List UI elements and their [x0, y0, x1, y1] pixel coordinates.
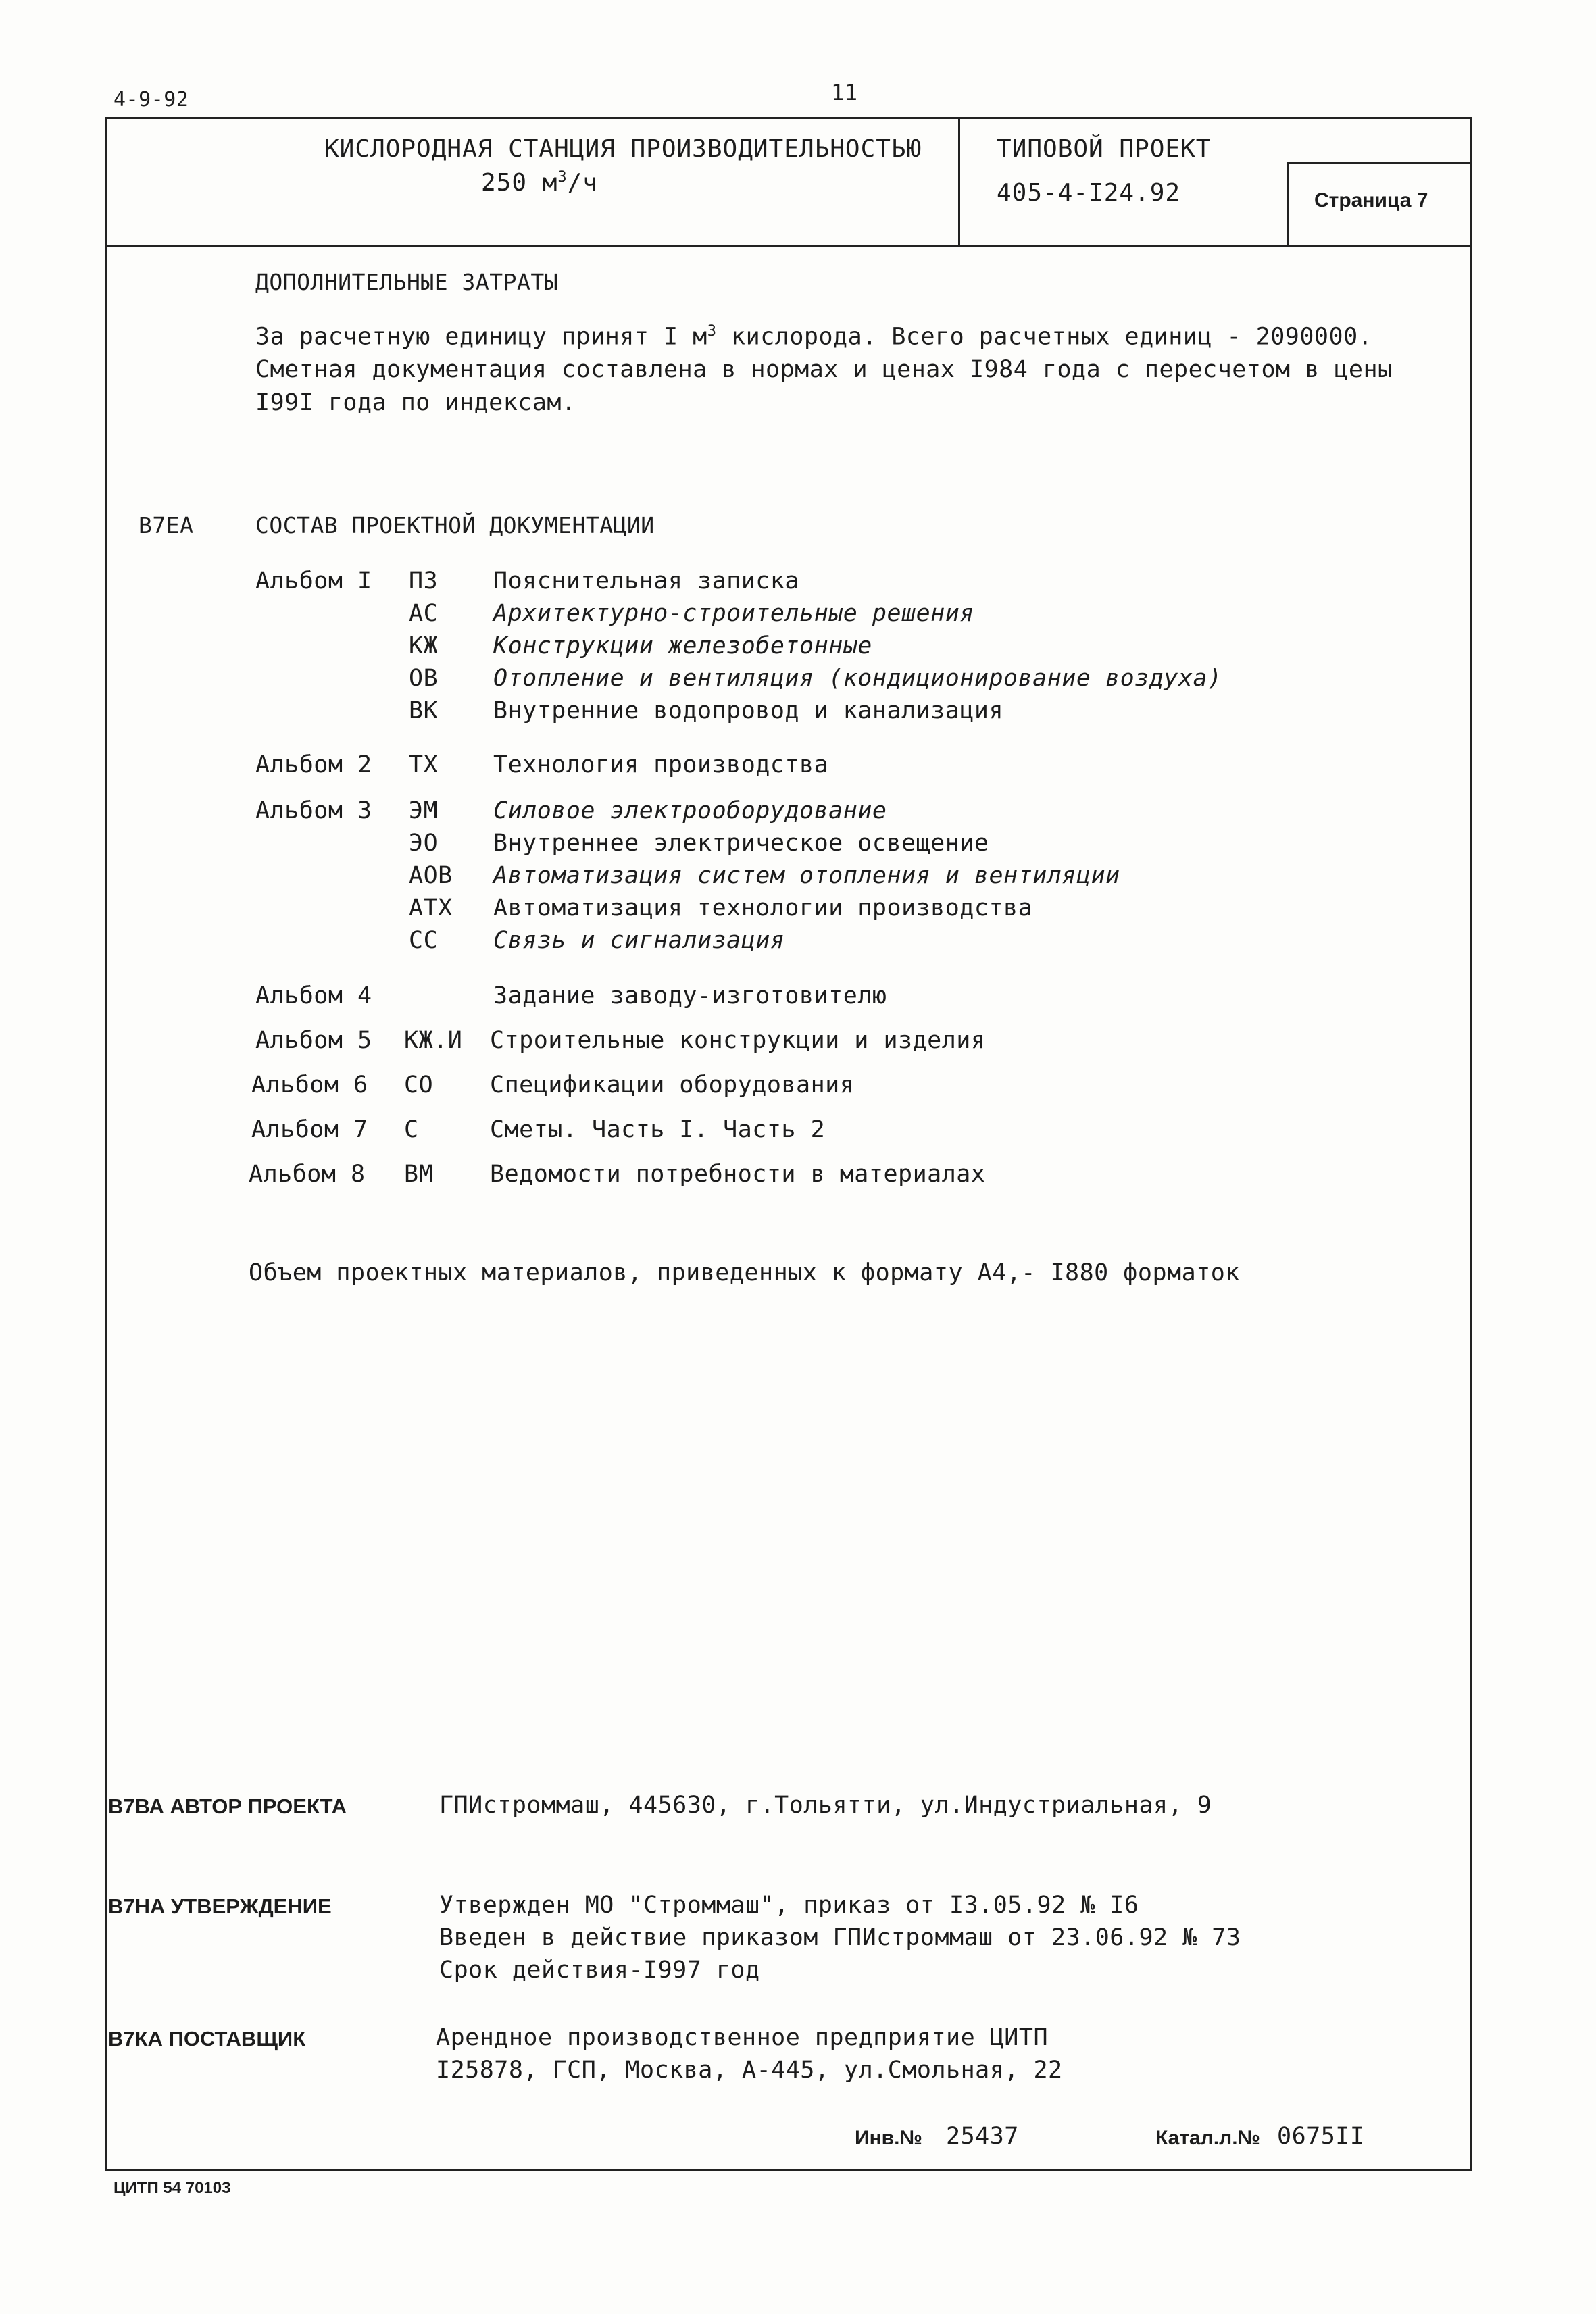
album-label: Альбом 2 [255, 751, 372, 778]
approval-line: Срок действия-I997 год [439, 1957, 760, 1984]
album-code: СС [409, 927, 439, 954]
extra-costs-heading: ДОПОЛНИТЕЛЬНЫЕ ЗАТРАТЫ [255, 269, 559, 295]
album-code: КЖ.И [404, 1027, 463, 1054]
album-item: Задание заводу-изготовителю [493, 982, 887, 1009]
catalog-number: 0675II [1277, 2123, 1365, 2150]
supplier-line: Арендное производственное предприятие ЦИТП [436, 2024, 1049, 2051]
author-label: В7ВА АВТОР ПРОЕКТА [108, 1794, 347, 1818]
approval-line: Утвержден МО "Строммаш", приказ от I3.05.92 № I6 [439, 1892, 1139, 1919]
album-item: Автоматизация систем отопления и вентиляции [493, 862, 1120, 889]
album-label: Альбом 6 [251, 1072, 368, 1099]
album-item: Отопление и вентиляция (кондиционирование воздуха) [493, 665, 1222, 692]
album-code: ВМ [404, 1161, 434, 1188]
composition-code: В7ЕА [139, 512, 194, 538]
album-item: Внутренние водопровод и канализация [493, 697, 1004, 724]
inventory-number: 25437 [946, 2123, 1019, 2150]
page-cell-divider [1287, 162, 1289, 247]
album-item: Автоматизация технологии производства [493, 895, 1033, 922]
album-code: АТХ [409, 895, 453, 922]
album-item: Внутреннее электрическое освещение [493, 830, 989, 857]
composition-heading: СОСТАВ ПРОЕКТНОЙ ДОКУМЕНТАЦИИ [255, 512, 655, 538]
author-text: ГПИстроммаш, 445630, г.Тольятти, ул.Индустриальная, 9 [439, 1792, 1212, 1819]
publisher-stamp: ЦИТП 54 70103 [114, 2179, 231, 2197]
album-label: Альбом 7 [251, 1116, 368, 1143]
extra-costs-line3: I99I года по индексам. [255, 389, 576, 416]
album-code: ЭО [409, 830, 439, 857]
album-code: ЭМ [409, 797, 439, 824]
volume-note: Объем проектных материалов, приведенных к формату А4,- I880 форматок [249, 1259, 1240, 1286]
document-date: 4-9-92 [114, 88, 189, 111]
album-item: Архитектурно-строительные решения [493, 600, 974, 627]
page-number: 11 [831, 80, 858, 105]
inventory-label: Инв.№ [855, 2127, 922, 2149]
album-code: ОВ [409, 665, 439, 692]
album-item: Силовое электрооборудование [493, 797, 887, 824]
album-item: Ведомости потребности в материалах [490, 1161, 986, 1188]
album-item: Сметы. Часть I. Часть 2 [490, 1116, 826, 1143]
album-item: Строительные конструкции и изделия [490, 1027, 986, 1054]
album-item: Конструкции железобетонные [493, 632, 872, 659]
catalog-label: Катал.л.№ [1155, 2127, 1260, 2149]
album-label: Альбом 4 [255, 982, 372, 1009]
page-cell-top [1287, 162, 1472, 164]
album-item: Технология производства [493, 751, 829, 778]
album-label: Альбом 8 [249, 1161, 366, 1188]
header-divider [105, 245, 1472, 247]
supplier-line: I25878, ГСП, Москва, А-445, ул.Смольная, 22 [436, 2057, 1063, 2084]
page-label: Страница 7 [1314, 189, 1428, 211]
album-item: Связь и сигнализация [493, 927, 785, 954]
album-code: ВК [409, 697, 439, 724]
header-vertical-divider [958, 117, 960, 247]
supplier-label: В7КА ПОСТАВЩИК [108, 2027, 306, 2051]
extra-costs-line2: Сметная документация составлена в нормах и ценах I984 года с пересчетом в цены [255, 356, 1393, 383]
album-code: ПЗ [409, 568, 439, 595]
approval-label: В7НА УТВЕРЖДЕНИЕ [108, 1894, 332, 1918]
document-frame [105, 117, 1472, 2171]
album-item: Спецификации оборудования [490, 1072, 855, 1099]
project-label: ТИПОВОЙ ПРОЕКТ [997, 135, 1212, 163]
album-label: Альбом 3 [255, 797, 372, 824]
album-code: ТХ [409, 751, 439, 778]
album-label: Альбом 5 [255, 1027, 372, 1054]
album-code: С [404, 1116, 419, 1143]
extra-costs-line1: За расчетную единицу принят I $м^3$ кислорода. Всего расчетных единиц - 2090000. [255, 323, 1373, 351]
station-capacity: 250 $м^3/ч$ [481, 169, 598, 197]
project-code: 405-4-I24.92 [997, 179, 1181, 207]
album-code: КЖ [409, 632, 439, 659]
album-code: СО [404, 1072, 434, 1099]
album-label: Альбом I [255, 568, 372, 595]
approval-line: Введен в действие приказом ГПИстроммаш от 23.06.92 № 73 [439, 1924, 1241, 1951]
album-code: АС [409, 600, 439, 627]
album-code: АОВ [409, 862, 453, 889]
station-title: КИСЛОРОДНАЯ СТАНЦИЯ ПРОИЗВОДИТЕЛЬНОСТЬЮ [324, 135, 922, 163]
album-item: Пояснительная записка [493, 568, 800, 595]
